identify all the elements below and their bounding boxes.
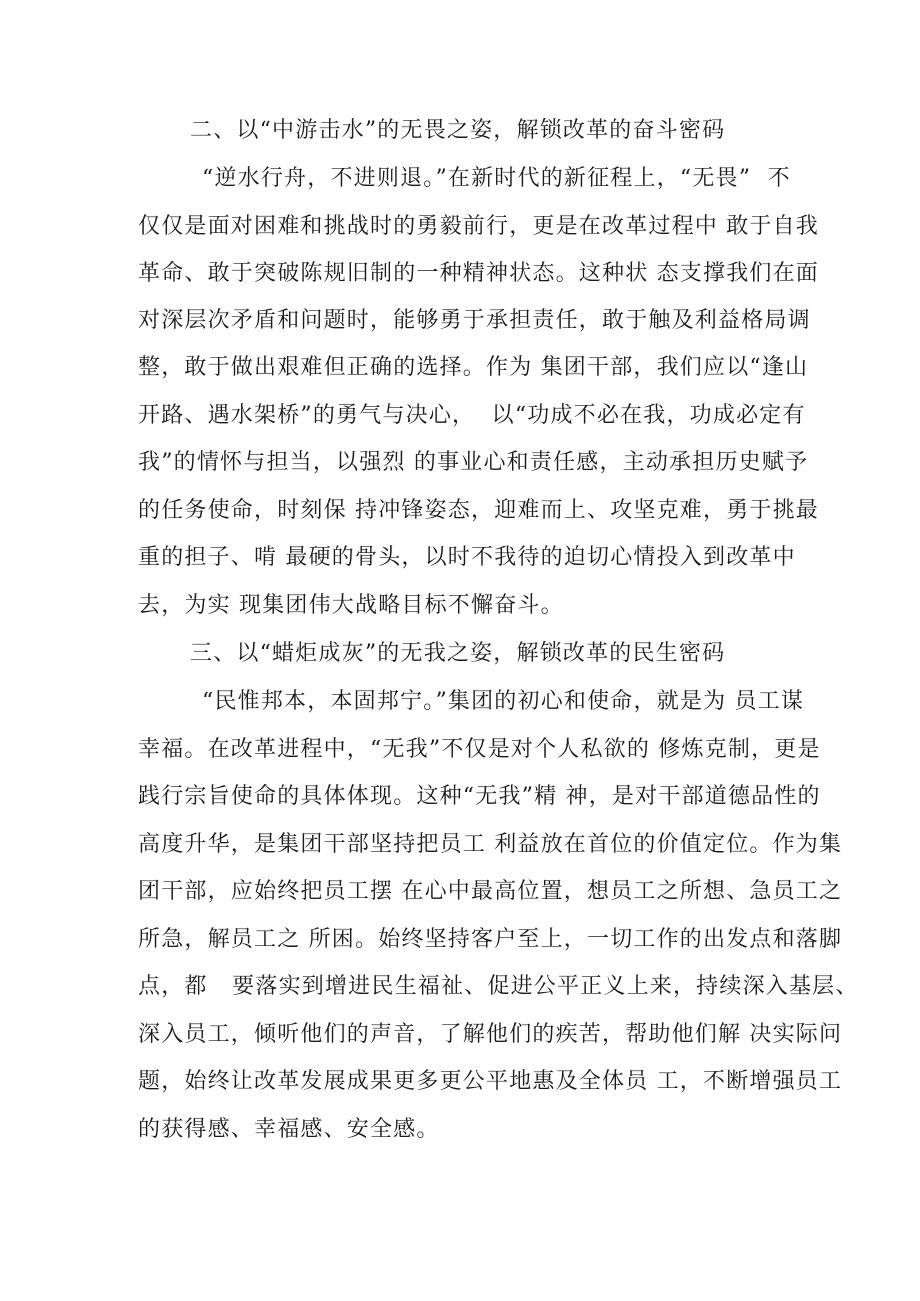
- section-heading: 二、以“中游击水”的无畏之姿，解锁改革的奋斗密码: [190, 118, 726, 143]
- paragraph-line: 仅仅是面对困难和挑战时的勇毅前行，更是在改革过程中 敢于自我: [138, 214, 819, 239]
- paragraph-line: 深入员工，倾听他们的声音，了解他们的疾苦，帮助他们解 决实际问: [138, 1022, 843, 1047]
- paragraph-line: 去，为实 现集团伟大战略目标不懈奋斗。: [138, 593, 564, 618]
- paragraph-line: 幸福。在改革进程中，“无我”不仅是对个人私欲的 修炼克制，更是: [138, 737, 821, 762]
- paragraph-line: “民惟邦本，本固邦宁。”集团的初心和使命，就是为 员工谋: [202, 689, 805, 714]
- paragraph-line: “逆水行舟，不进则退。”在新时代的新征程上，“无畏” 不: [202, 166, 791, 191]
- paragraph-line: 对深层次矛盾和问题时，能够勇于承担责任，敢于触及利益格局调: [138, 308, 811, 333]
- paragraph-line: 所急，解员工之 所困。始终坚持客户至上，一切工作的出发点和落脚: [138, 927, 843, 952]
- paragraph-line: 践行宗旨使命的具体体现。这种“无我”精 神，是对干部道德品性的: [138, 784, 821, 809]
- paragraph-line: 点，都 要落实到增进民生福祉、促进公平正义上来，持续深入基层、: [138, 974, 859, 999]
- paragraph-line: 开路、遇水架桥”的勇气与决心， 以“功成不必在我，功成必定有: [138, 403, 806, 428]
- paragraph-line: 整，敢于做出艰难但正确的选择。作为 集团干部，我们应以“逢山: [138, 355, 809, 380]
- paragraph-line: 的获得感、幸福感、安全感。: [138, 1117, 440, 1142]
- paragraph-line: 题，始终让改革发展成果更多更公平地惠及全体员 工，不断增强员工: [138, 1069, 843, 1094]
- paragraph-line: 我”的情怀与担当，以强烈 的事业心和责任感，主动承担历史赋予: [138, 450, 809, 475]
- paragraph-line: 重的担子、啃 最硬的骨头，以时不我待的迫切心情投入到改革中: [138, 545, 796, 570]
- paragraph-line: 革命、敢于突破陈规旧制的一种精神状态。这种状 态支撑我们在面: [138, 261, 819, 286]
- paragraph-line: 高度升华，是集团干部坚持把员工 利益放在首位的价值定位。作为集: [138, 832, 843, 857]
- section-heading: 三、以“蜡炬成灰”的无我之姿，解锁改革的民生密码: [190, 641, 726, 666]
- paragraph-line: 团干部，应始终把员工摆 在心中最高位置，想员工之所想、急员工之: [138, 879, 843, 904]
- paragraph-line: 的任务使命，时刻保 持冲锋姿态，迎难而上、攻坚克难，勇于挑最: [138, 498, 819, 523]
